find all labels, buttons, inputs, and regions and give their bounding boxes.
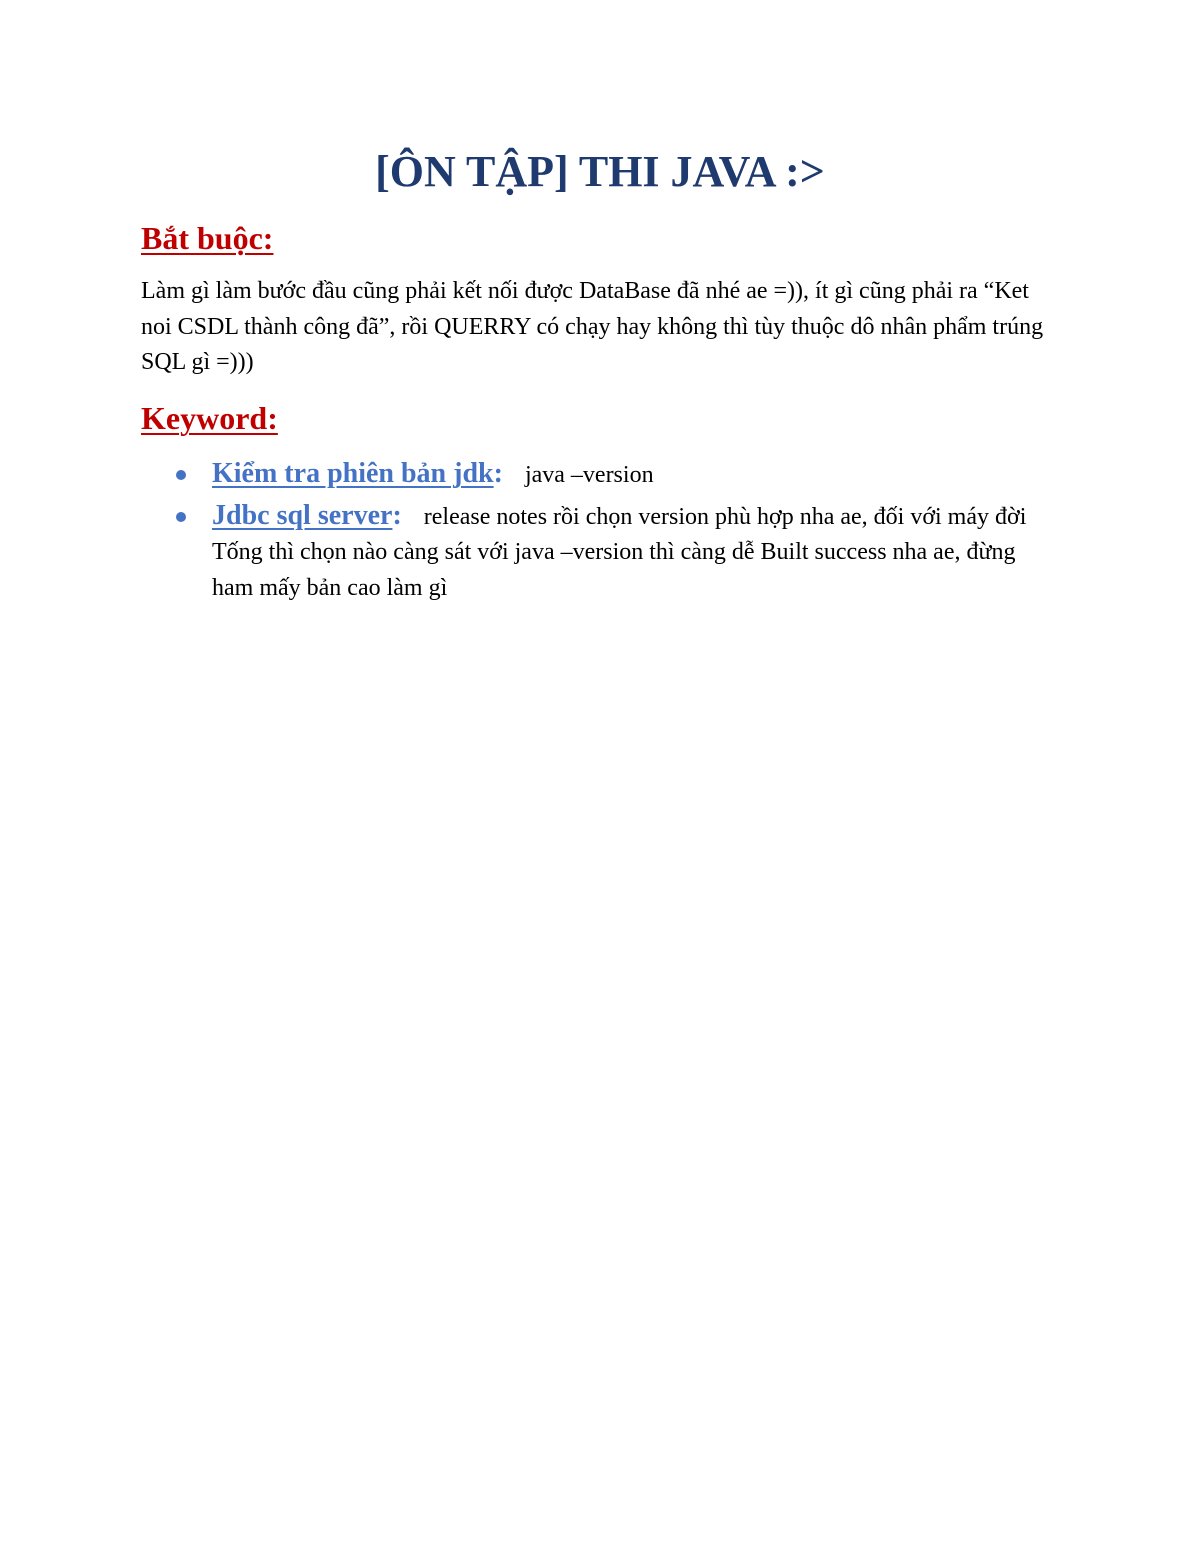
document-title: [ÔN TẬP] THI JAVA :> (375, 147, 825, 196)
keyword-text-jdk-version: java –version (524, 462, 654, 488)
keyword-item-jdk-version (0, 456, 1042, 494)
keyword-list (0, 456, 1200, 606)
required-section-heading: Bắt buộc: (141, 220, 274, 256)
keyword-text-jdbc-sql-server: release notes rồi chọn version phù hợp nha ae, đối với máy đời Tống thì chọn nào càng sát với java –version thì càng dễ Built success nha ae, đừng ham mấy bản cao làm gì (212, 503, 1027, 601)
bullet-dot-icon (176, 470, 186, 480)
keyword-section-heading: Keyword: (141, 400, 278, 436)
keyword-item-jdbc-sql-server (0, 498, 1042, 607)
required-section-paragraph: Làm gì làm bước đầu cũng phải kết nối được DataBase đã nhé ae =)), ít gì cũng phải ra “Ket noi CSDL thành công đã”, rồi QUERRY có chạy hay không thì tùy thuộc dô nhân phẩm trúng SQL gì =))) (141, 278, 1044, 375)
keyword-colon: : (392, 499, 402, 531)
bullet-dot-icon (176, 512, 186, 522)
keyword-colon: : (493, 458, 503, 489)
keyword-label-jdk-version[interactable]: Kiểm tra phiên bản jdk (212, 458, 494, 489)
keyword-label-jdbc-sql-server[interactable]: Jdbc sql server (212, 499, 393, 531)
